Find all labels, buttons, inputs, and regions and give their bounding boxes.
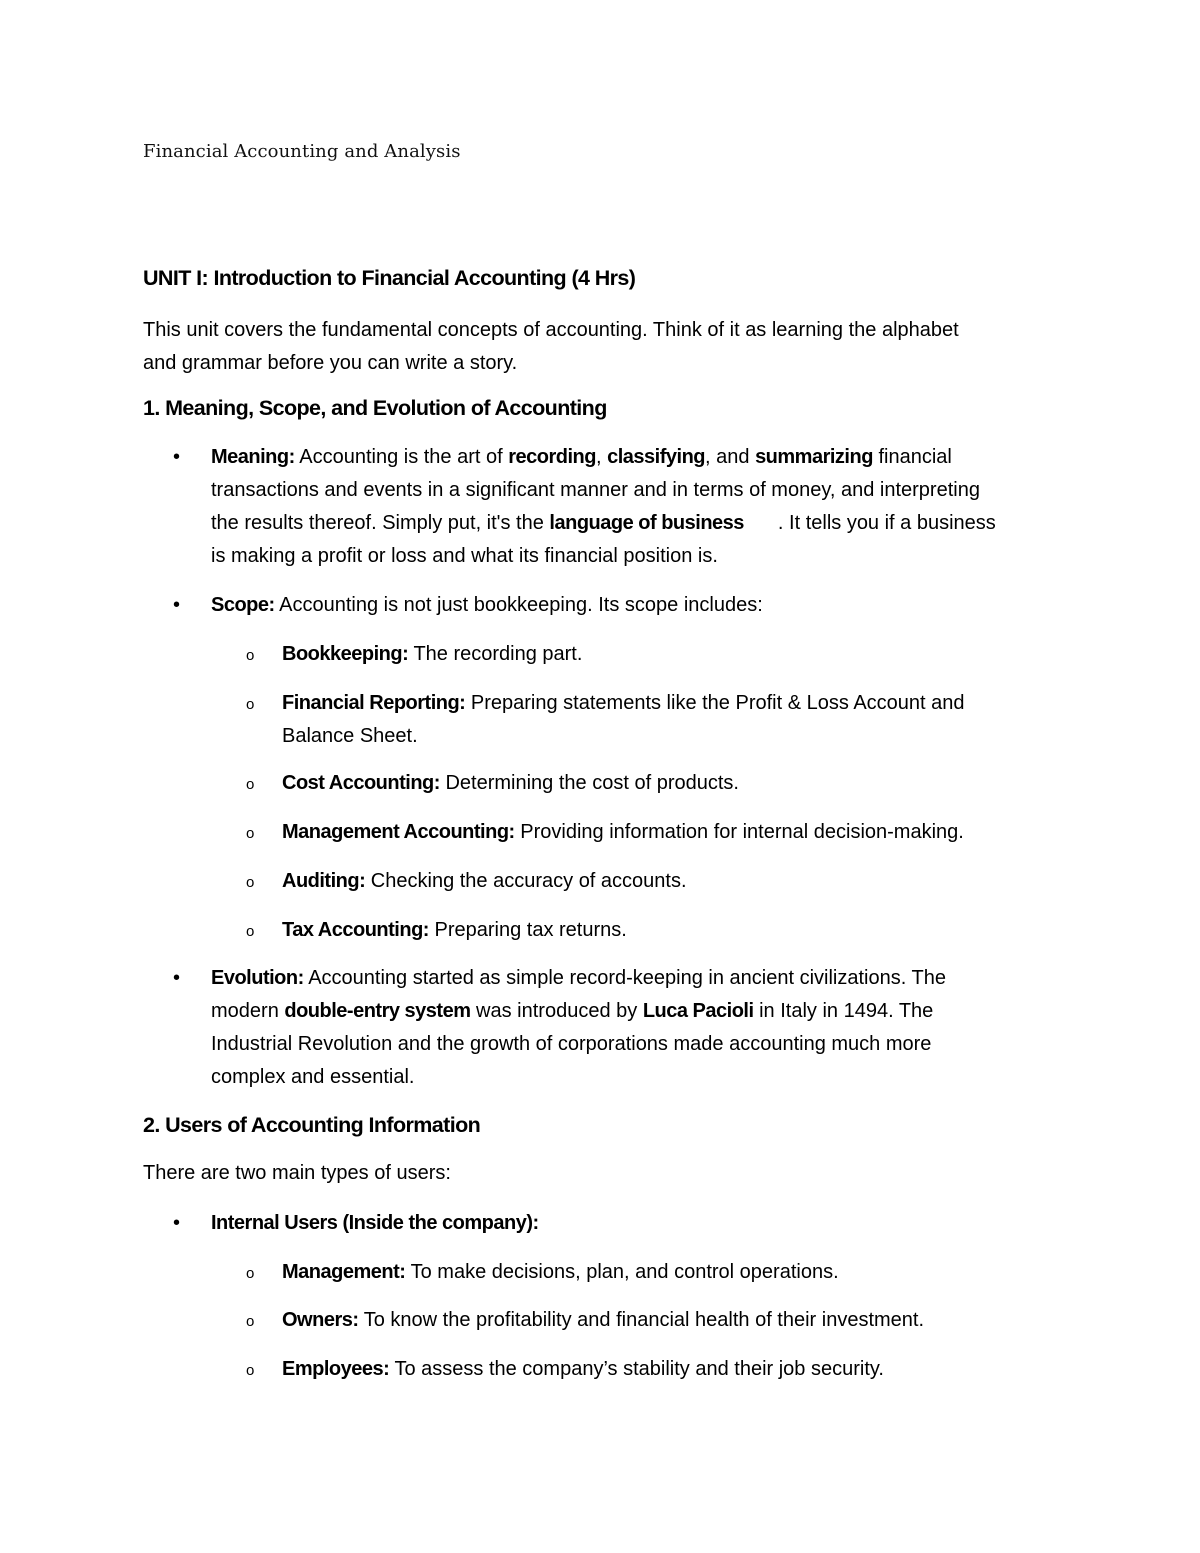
internal-user-label: Management: xyxy=(282,1261,406,1283)
evolution-text1: Accounting started as simple record-keeping in ancient civilizations. The xyxy=(303,967,946,989)
scope-item-label: Cost Accounting: xyxy=(282,772,440,794)
internal-user-owners xyxy=(282,1304,1062,1337)
internal-user-employees xyxy=(282,1353,1062,1386)
meaning-label: Meaning: xyxy=(211,446,295,468)
evolution-label: Evolution: xyxy=(211,967,304,989)
meaning-keyword-language: language of business xyxy=(549,512,744,534)
scope-item-auditing xyxy=(282,865,1062,898)
meaning-keyword-recording: recording xyxy=(508,446,596,468)
scope-item-financial-reporting xyxy=(282,687,1062,753)
sub-marker: o xyxy=(246,1265,255,1282)
scope-item-text-line2: Balance Sheet. xyxy=(282,725,418,747)
unit-heading: UNIT I: Introduction to Financial Accounting (4 Hrs) xyxy=(143,266,636,290)
meaning-paragraph xyxy=(211,441,1071,573)
evolution-line3: Industrial Revolution and the growth of corporations made accounting much more xyxy=(211,1033,932,1055)
scope-item-management-accounting xyxy=(282,816,1062,849)
scope-item-bookkeeping xyxy=(282,638,1062,671)
internal-user-management xyxy=(282,1256,1062,1289)
meaning-text1: Accounting is the art of xyxy=(294,446,509,468)
meaning-text2: , xyxy=(596,446,608,468)
scope-item-text: Preparing statements like the Profit & Loss Account and xyxy=(465,692,965,714)
sub-marker: o xyxy=(246,696,255,713)
evolution-text2c: in Italy in 1494. The xyxy=(753,1000,934,1022)
evolution-keyword-pacioli: Luca Pacioli xyxy=(642,1000,754,1022)
evolution-keyword-double-entry: double-entry system xyxy=(284,1000,471,1022)
evolution-paragraph xyxy=(211,962,1071,1094)
meaning-keyword-summarizing: summarizing xyxy=(755,446,873,468)
evolution-text2b: was introduced by xyxy=(470,1000,643,1022)
internal-users-paragraph xyxy=(211,1207,1071,1240)
sub-marker: o xyxy=(246,1313,255,1330)
unit-intro-line2: and grammar before you can write a story. xyxy=(143,352,518,374)
meaning-line4: is making a profit or loss and what its financial position is. xyxy=(211,545,718,567)
meaning-line3b: . It tells you if a business xyxy=(777,512,996,534)
internal-users-label: Internal Users (Inside the company): xyxy=(211,1212,539,1234)
meaning-keyword-classifying: classifying xyxy=(607,446,706,468)
section1-heading: 1. Meaning, Scope, and Evolution of Accounting xyxy=(143,396,607,420)
scope-item-label: Financial Reporting: xyxy=(282,692,466,714)
scope-item-text: Checking the accuracy of accounts. xyxy=(365,870,687,892)
bullet-scope: • xyxy=(173,594,181,616)
unit-intro xyxy=(143,314,1043,380)
internal-user-label: Owners: xyxy=(282,1309,359,1331)
scope-item-label: Auditing: xyxy=(282,870,366,892)
bullet-meaning: • xyxy=(173,446,181,468)
scope-item-text: The recording part. xyxy=(408,643,583,665)
sub-marker: o xyxy=(246,825,255,842)
scope-item-label: Bookkeeping: xyxy=(282,643,409,665)
sub-marker: o xyxy=(246,923,255,940)
scope-paragraph xyxy=(211,589,1071,622)
document-header-title: Financial Accounting and Analysis xyxy=(143,141,461,162)
scope-text: Accounting is not just bookkeeping. Its scope includes: xyxy=(274,594,763,616)
scope-item-text: Determining the cost of products. xyxy=(439,772,739,794)
scope-item-text: Preparing tax returns. xyxy=(428,919,627,941)
sub-marker: o xyxy=(246,776,255,793)
scope-item-cost-accounting xyxy=(282,767,1062,800)
sub-marker: o xyxy=(246,874,255,891)
section2-heading: 2. Users of Accounting Information xyxy=(143,1113,481,1137)
meaning-line2: transactions and events in a significant manner and in terms of money, and interpreting xyxy=(211,479,980,501)
meaning-text3: , and xyxy=(705,446,756,468)
meaning-line3a: the results thereof. Simply put, it's the xyxy=(211,512,550,534)
scope-item-text: Providing information for internal decision-making. xyxy=(514,821,964,843)
evolution-line4: complex and essential. xyxy=(211,1066,415,1088)
sub-marker: o xyxy=(246,647,255,664)
scope-item-label: Tax Accounting: xyxy=(282,919,429,941)
evolution-text2a: modern xyxy=(211,1000,285,1022)
internal-user-label: Employees: xyxy=(282,1358,390,1380)
internal-user-text: To assess the company’s stability and their job security. xyxy=(389,1358,884,1380)
bullet-evolution: • xyxy=(173,967,181,989)
internal-user-text: To know the profitability and financial health of their investment. xyxy=(358,1309,925,1331)
scope-label: Scope: xyxy=(211,594,275,616)
bullet-internal-users: • xyxy=(173,1212,181,1234)
sub-marker: o xyxy=(246,1362,255,1379)
section2-intro: There are two main types of users: xyxy=(143,1162,451,1184)
internal-user-text: To make decisions, plan, and control operations. xyxy=(405,1261,839,1283)
unit-intro-line1: This unit covers the fundamental concepts of accounting. Think of it as learning the alphabet xyxy=(143,319,959,341)
scope-item-tax-accounting xyxy=(282,914,1062,947)
scope-item-label: Management Accounting: xyxy=(282,821,515,843)
meaning-text4: financial xyxy=(872,446,952,468)
